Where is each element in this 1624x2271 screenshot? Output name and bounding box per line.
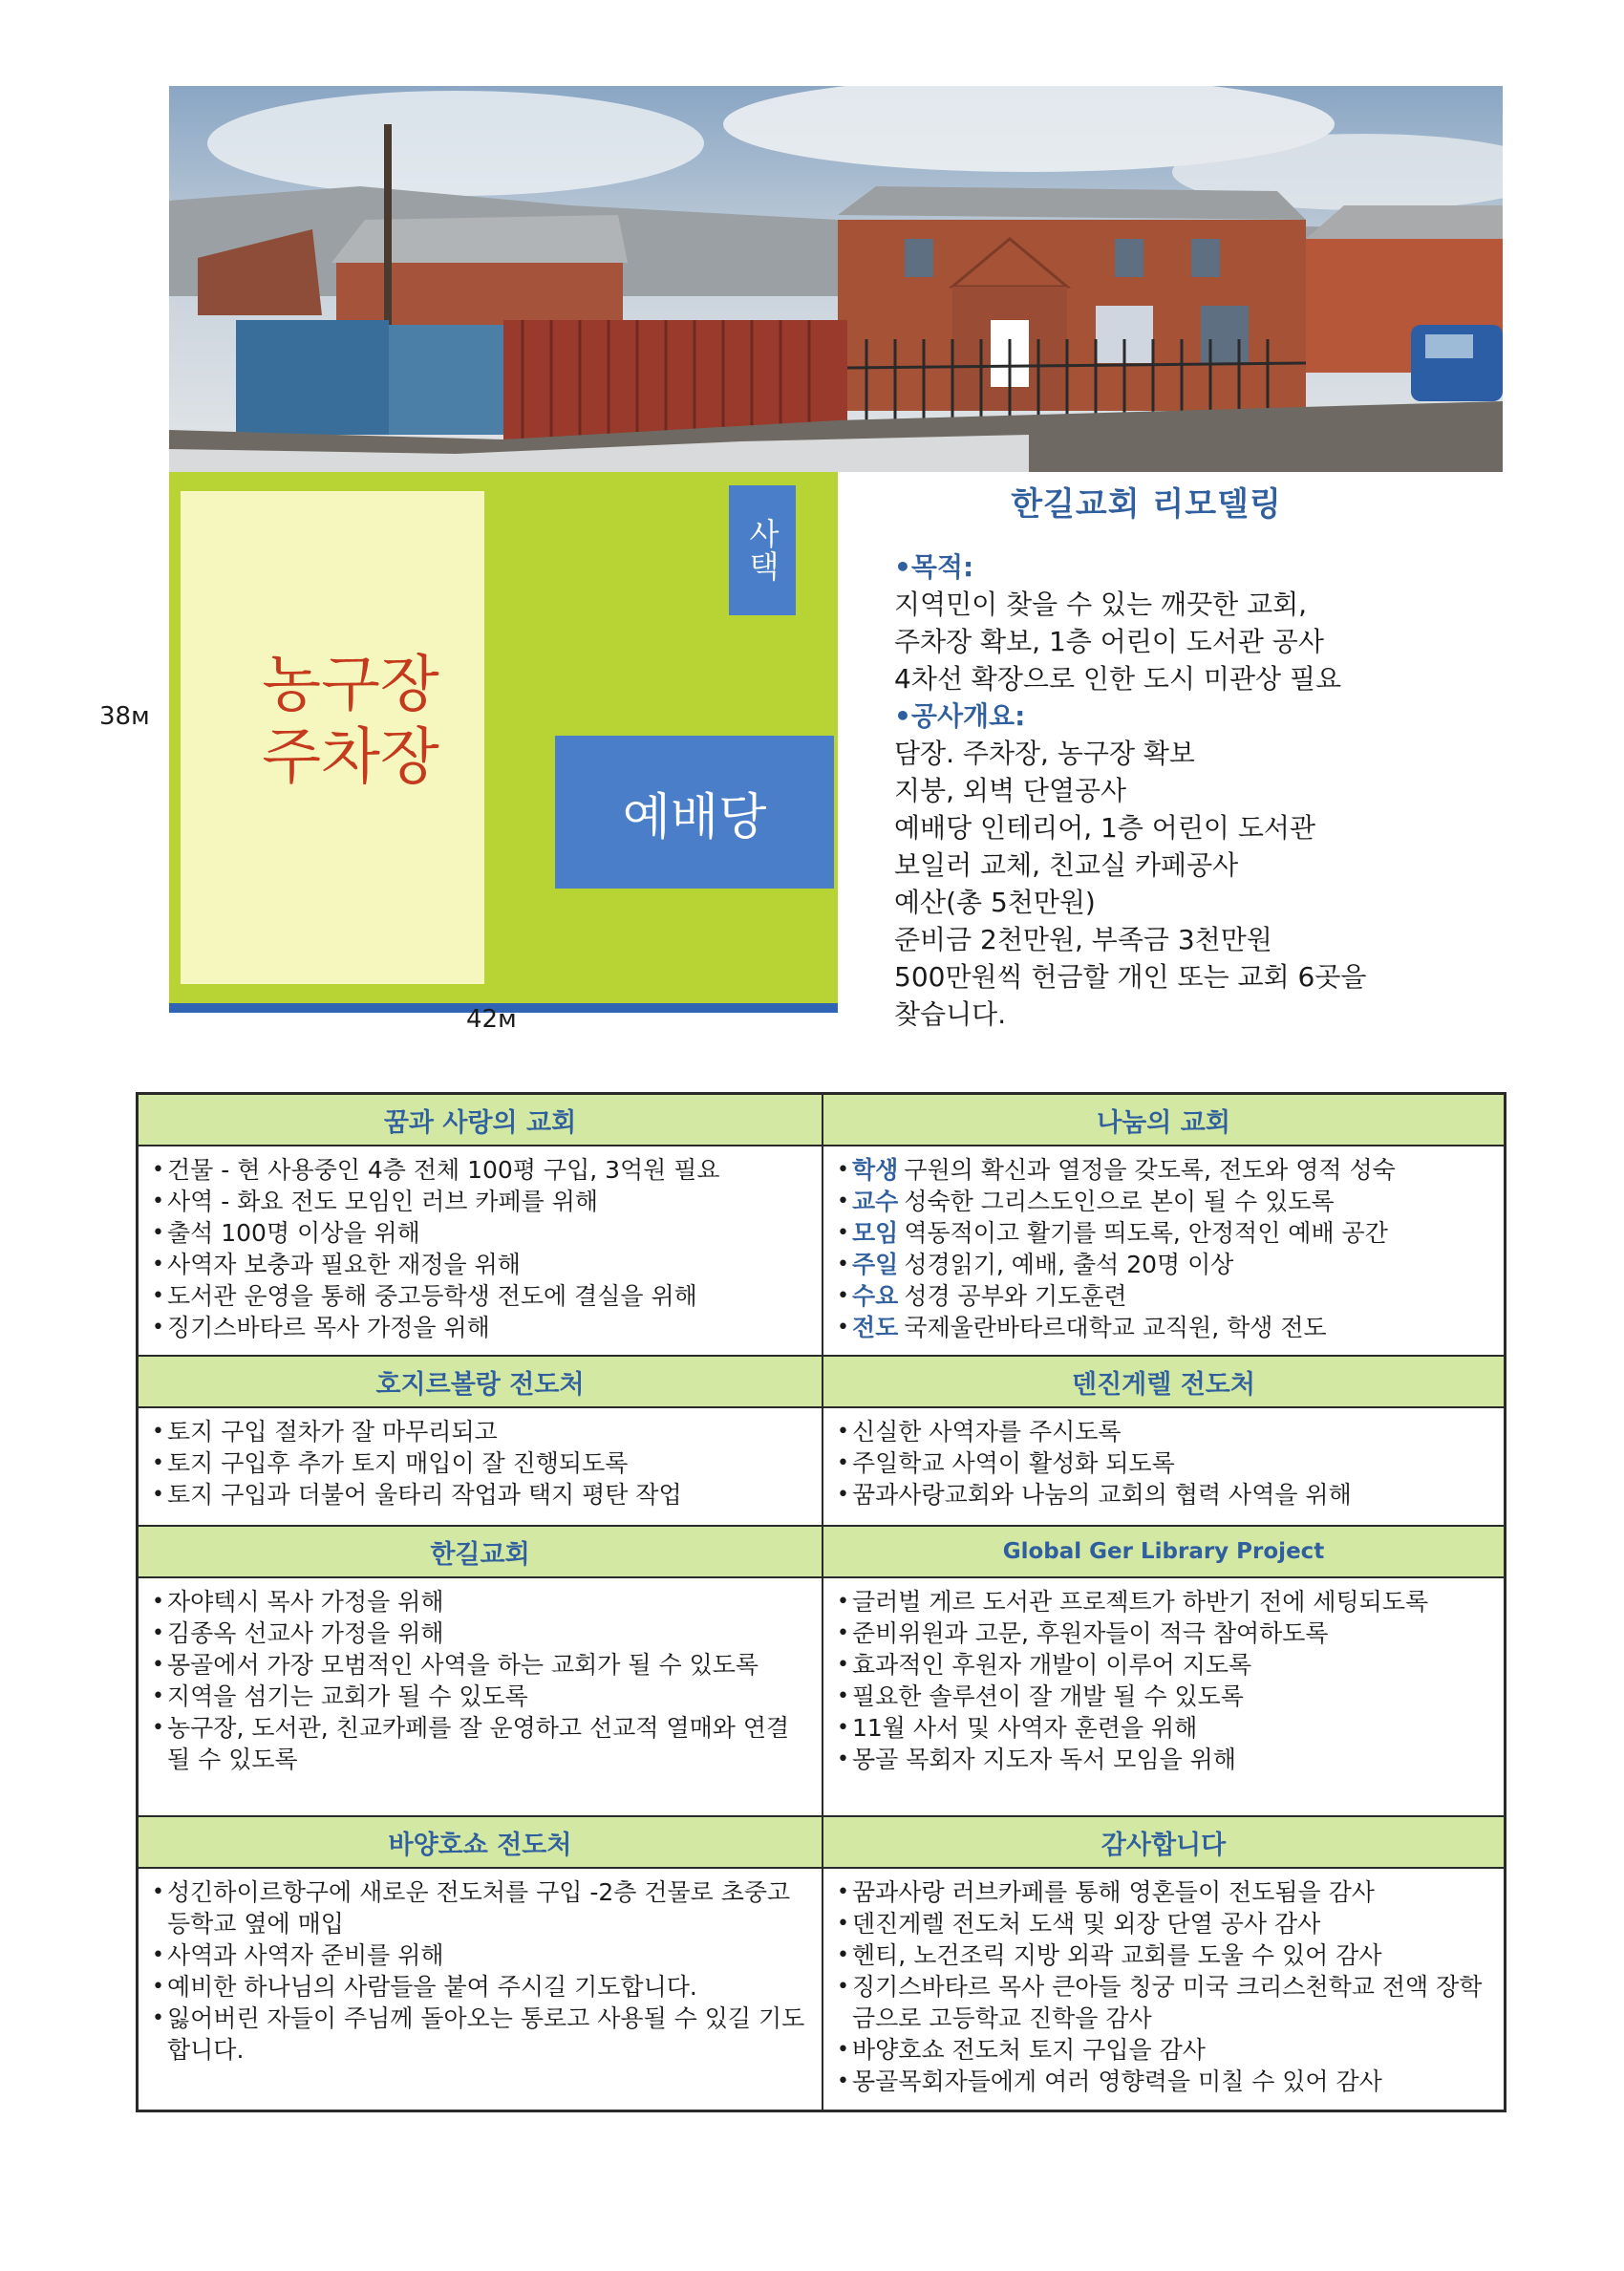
list-item (837, 1217, 1494, 1249)
list-item: • 징기스바타르 목사 가정을 위해 (152, 1312, 812, 1343)
list-item: • 출석 100명 이상을 위해 (152, 1217, 812, 1249)
overview-line: 예산(총 5천만원) (894, 887, 1096, 918)
list-item: • 몽골 목회자 지도자 독서 모임을 위해 (837, 1744, 1494, 1775)
keyword: 학생 (852, 1156, 899, 1184)
list-item: • 바양호쇼 전도처 토지 구입을 감사 (837, 2034, 1494, 2066)
prayer-table (136, 1092, 1506, 2112)
cell-denjingerel (823, 1357, 1504, 1527)
list-item: • 토지 구입과 더불어 울타리 작업과 택지 평탄 작업 (152, 1479, 812, 1510)
cell-khujirbulan (139, 1357, 823, 1527)
cell-heading: 꿈과 사랑의 교회 (139, 1095, 822, 1146)
list-item: • 성긴하이르항구에 새로운 전도처를 구입 -2층 건물로 초중고등학교 옆에 매입 (152, 1876, 812, 1939)
list-item: • 11월 사서 및 사역자 훈련을 위해 (837, 1712, 1494, 1744)
item-text: 성숙한 그리스도인으로 본이 될 수 있도록 (904, 1188, 1335, 1215)
list-item: • 꿈과사랑교회와 나눔의 교회의 협력 사역을 위해 (837, 1479, 1494, 1510)
list-item (837, 1186, 1494, 1217)
list-item: • 김종옥 선교사 가정을 위해 (152, 1618, 812, 1649)
parsonage-block: 사택 (729, 485, 796, 615)
cell-global-ger-library (823, 1527, 1504, 1817)
cell-bayankhoshuu (139, 1817, 823, 2110)
purpose-line: 주차장 확보, 1층 어린이 도서관 공사 (894, 626, 1324, 657)
list-item: • 징기스바타르 목사 큰아들 칭궁 미국 크리스천학교 전액 장학금으로 고등학교 진학을 감사 (837, 1971, 1494, 2034)
overview-line: 예배당 인테리어, 1층 어린이 도서관 (894, 812, 1315, 844)
keyword: 수요 (852, 1282, 899, 1310)
overview-line: 찾습니다. (894, 998, 1007, 1030)
purpose-heading: •목적: (894, 551, 974, 583)
list-item: • 도서관 운영을 통해 중고등학생 전도에 결실을 위해 (152, 1280, 812, 1312)
item-text: 성경 공부와 기도훈련 (904, 1282, 1127, 1310)
list-item: • 잃어버린 자들이 주님께 돌아오는 통로고 사용될 수 있길 기도합니다. (152, 2003, 812, 2066)
list-item: • 토지 구입후 추가 토지 매입이 잘 진행되도록 (152, 1447, 812, 1479)
list-item: • 신실한 사역자를 주시도록 (837, 1416, 1494, 1447)
item-text: 구원의 확신과 열정을 갖도록, 전도와 영적 성숙 (904, 1156, 1396, 1184)
cell-heading: 덴진게렐 전도처 (823, 1357, 1504, 1408)
cell-heading: 나눔의 교회 (823, 1095, 1504, 1146)
list-item: • 사역자 보충과 필요한 재정을 위해 (152, 1249, 812, 1280)
list-item (837, 1249, 1494, 1280)
remodeling-info (894, 548, 1506, 1033)
church-photo (169, 86, 1503, 472)
list-item: • 토지 구입 절차가 잘 마무리되고 (152, 1416, 812, 1447)
list-item: • 예비한 하나님의 사람들을 붙여 주시길 기도합니다. (152, 1971, 812, 2003)
overview-line: 지붕, 외벽 단열공사 (894, 775, 1127, 806)
site-plan (169, 472, 838, 1003)
list-item: • 덴진게렐 전도처 도색 및 외장 단열 공사 감사 (837, 1908, 1494, 1939)
court-label-line2: 주차장 (262, 722, 439, 793)
keyword: 모임 (852, 1219, 899, 1247)
list-item (837, 1312, 1494, 1343)
overview-line: 500만원씩 헌금할 개인 또는 교회 6곳을 (894, 961, 1367, 993)
list-item: • 몽골목회자들에게 여러 영향력을 미칠 수 있어 감사 (837, 2066, 1494, 2097)
purpose-line: 4차선 확장으로 인한 도시 미관상 필요 (894, 663, 1342, 695)
item-text: 성경읽기, 예배, 출석 20명 이상 (904, 1251, 1234, 1278)
cell-heading: 바양호쇼 전도처 (139, 1817, 822, 1869)
list-item: • 몽골에서 가장 모범적인 사역을 하는 교회가 될 수 있도록 (152, 1649, 812, 1681)
list-item: • 사역 - 화요 전도 모임인 러브 카페를 위해 (152, 1186, 812, 1217)
keyword: 교수 (852, 1188, 899, 1215)
list-item: • 헨티, 노건조릭 지방 외곽 교회를 도울 수 있어 감사 (837, 1939, 1494, 1971)
list-item: • 준비위원과 고문, 후원자들이 적극 참여하도록 (837, 1618, 1494, 1649)
overview-line: 담장. 주차장, 농구장 확보 (894, 738, 1195, 769)
list-item: • 건물 - 현 사용중인 4층 전체 100평 구입, 3억원 필요 (152, 1154, 812, 1186)
item-text: 역동적이고 활기를 띄도록, 안정적인 예배 공간 (904, 1219, 1388, 1247)
list-item: • 주일학교 사역이 활성화 되도록 (837, 1447, 1494, 1479)
cell-heading: 호지르볼랑 전도처 (139, 1357, 822, 1408)
dimension-width: 42м (466, 1005, 517, 1034)
list-item: • 농구장, 도서관, 친교카페를 잘 운영하고 선교적 열매와 연결 될 수 있도록 (152, 1712, 812, 1775)
list-item: • 자야텍시 목사 가정을 위해 (152, 1586, 812, 1618)
cell-thanks (823, 1817, 1504, 2110)
list-item: • 글러벌 게르 도서관 프로젝트가 하반기 전에 세팅되도록 (837, 1586, 1494, 1618)
overview-heading: •공사개요: (894, 700, 1026, 732)
list-item: • 지역을 섬기는 교회가 될 수 있도록 (152, 1681, 812, 1712)
list-item: • 필요한 솔루션이 잘 개발 될 수 있도록 (837, 1681, 1494, 1712)
overview-line: 보일러 교체, 친교실 카페공사 (894, 849, 1239, 881)
list-item: • 사역과 사역자 준비를 위해 (152, 1939, 812, 1971)
keyword: 주일 (852, 1251, 899, 1278)
cell-heading: 한길교회 (139, 1527, 822, 1578)
item-text: 국제울란바타르대학교 교직원, 학생 전도 (904, 1314, 1327, 1341)
list-item: • 효과적인 후원자 개발이 이루어 지도록 (837, 1649, 1494, 1681)
court-label-line1: 농구장 (262, 650, 439, 720)
remodeling-title: 한길교회 리모델링 (1011, 485, 1282, 524)
list-item: • 꿈과사랑 러브카페를 통해 영혼들이 전도됨을 감사 (837, 1876, 1494, 1908)
court-label (236, 649, 465, 794)
cell-heading: 감사합니다 (823, 1817, 1504, 1869)
sanctuary-block: 예배당 (555, 736, 834, 889)
list-item (837, 1280, 1494, 1312)
cell-sharing-church (823, 1095, 1504, 1357)
keyword: 전도 (852, 1314, 899, 1341)
overview-line: 준비금 2천만원, 부족금 3천만원 (894, 924, 1272, 955)
cell-heading: Global Ger Library Project (823, 1527, 1504, 1578)
cell-hangil-church (139, 1527, 823, 1817)
list-item (837, 1154, 1494, 1186)
purpose-line: 지역민이 찾을 수 있는 깨끗한 교회, (894, 589, 1308, 620)
dimension-height: 38м (99, 702, 150, 731)
cell-dream-love-church (139, 1095, 823, 1357)
